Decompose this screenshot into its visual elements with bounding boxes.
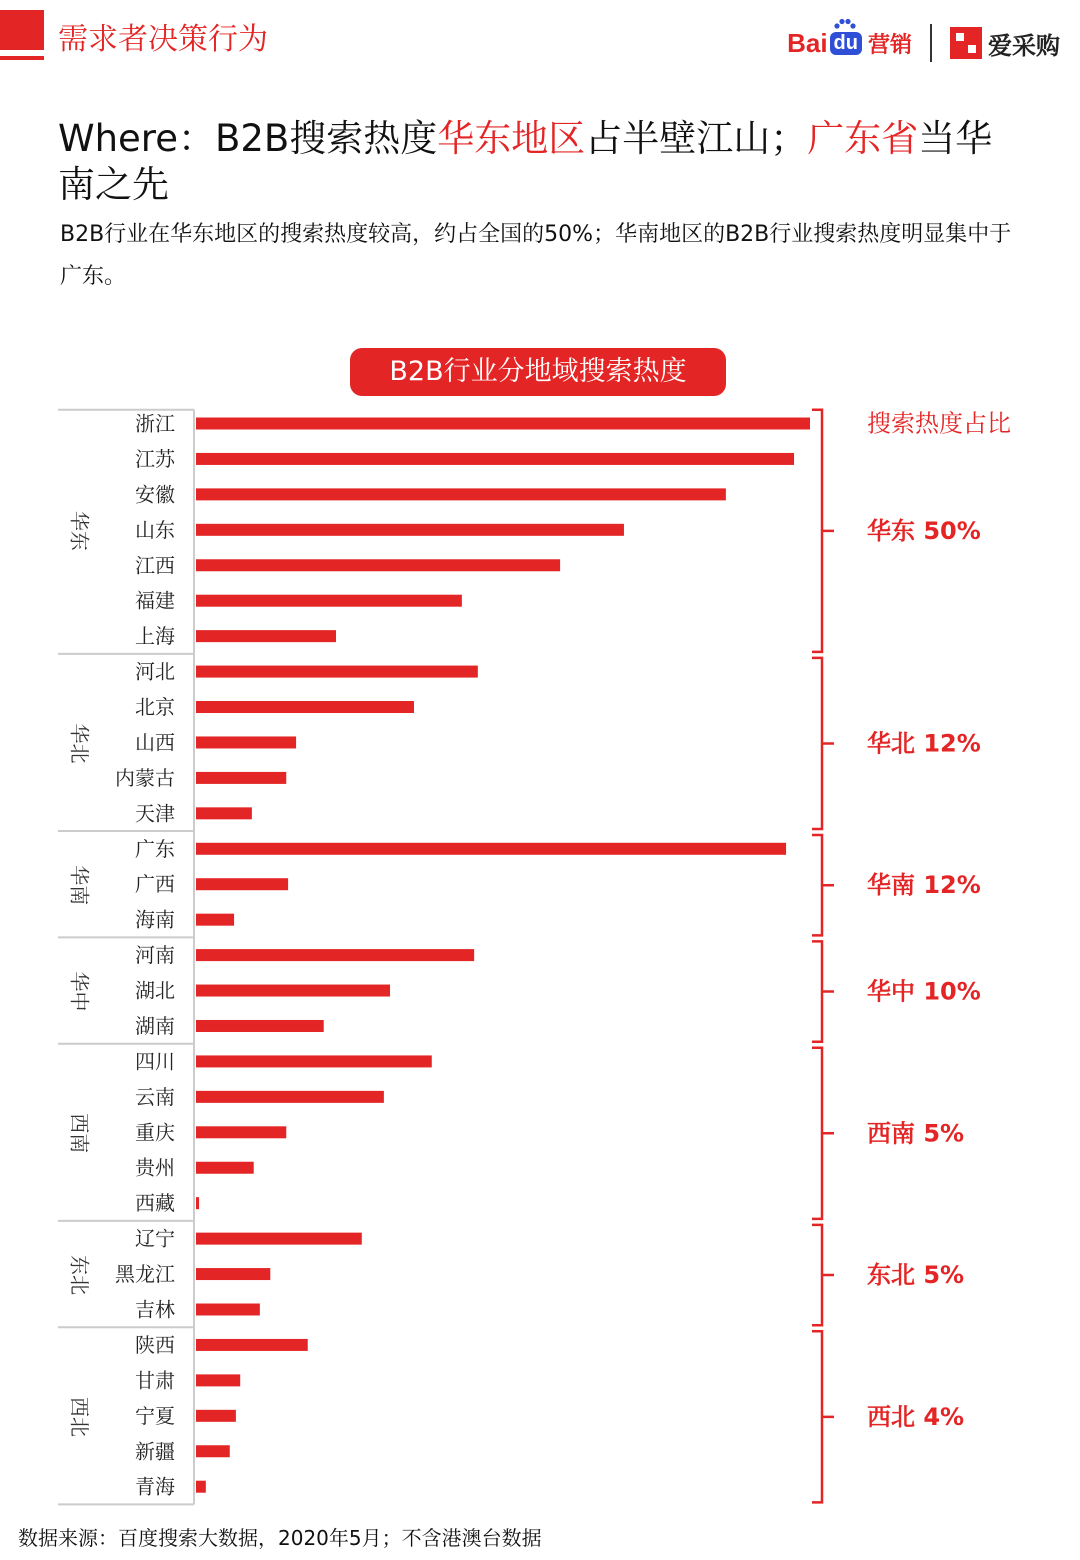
baidu-logo-bai: Bai (787, 27, 828, 58)
bar-吉林 (196, 1304, 260, 1316)
baidu-logo-du: du (830, 32, 862, 55)
province-label: 青海 (135, 1474, 175, 1499)
bar-青海 (196, 1481, 206, 1493)
bar-宁夏 (196, 1410, 236, 1422)
province-label: 北京 (135, 695, 175, 720)
bar-四川 (196, 1055, 432, 1067)
bar-西藏 (196, 1197, 199, 1209)
province-label: 山东 (135, 517, 175, 542)
bar-江苏 (196, 453, 794, 465)
bar-浙江 (196, 418, 810, 430)
bar-广东 (196, 843, 786, 855)
province-label: 宁夏 (135, 1403, 175, 1428)
province-label: 辽宁 (135, 1226, 175, 1251)
province-label: 江西 (135, 553, 175, 578)
headline-part1: Where：B2B搜索热度 (58, 117, 438, 160)
region-label: 东北 (67, 1255, 92, 1296)
region-brace (812, 1331, 834, 1502)
bar-湖南 (196, 1020, 324, 1032)
bar-湖北 (196, 985, 390, 997)
paw-icon (834, 18, 856, 30)
aicaigou-logo-text: 爱采购 (988, 31, 1060, 60)
region-label: 华中 (67, 971, 92, 1012)
page-headline (58, 116, 1018, 208)
bar-河北 (196, 666, 478, 678)
region-brace (812, 1225, 834, 1325)
province-label: 四川 (135, 1049, 175, 1074)
aicaigou-icon (950, 27, 982, 59)
bar-黑龙江 (196, 1268, 270, 1280)
headline-part3: 占半壁江山； (585, 117, 808, 160)
province-label: 广西 (135, 872, 175, 897)
region-label: 西南 (67, 1113, 92, 1154)
chart-title: B2B行业分地域搜索热度 (350, 348, 726, 396)
province-label: 河南 (135, 943, 175, 968)
region-brace (812, 658, 834, 829)
region-share-label: 华南 12% (867, 871, 981, 900)
province-label: 内蒙古 (115, 765, 175, 790)
province-label: 西藏 (135, 1191, 175, 1216)
province-label: 重庆 (135, 1120, 175, 1145)
province-label: 云南 (135, 1084, 175, 1109)
bar-广西 (196, 878, 288, 890)
bar-内蒙古 (196, 772, 286, 784)
province-label: 上海 (135, 624, 175, 649)
province-label: 天津 (135, 801, 175, 826)
region-brace (812, 835, 834, 935)
region-brace (812, 410, 834, 652)
bar-北京 (196, 701, 414, 713)
province-label: 河北 (135, 659, 175, 684)
baidu-logo-yingxiao: 营销 (867, 31, 912, 57)
headline-part5: 当华南之先 (58, 117, 993, 206)
bar-云南 (196, 1091, 384, 1103)
province-label: 山西 (135, 730, 175, 755)
logo-area (787, 18, 1060, 68)
province-label: 湖北 (135, 978, 175, 1003)
province-label: 浙江 (135, 411, 175, 436)
province-label: 甘肃 (135, 1368, 175, 1393)
region-share-label: 华北 12% (867, 729, 981, 758)
region-brace (812, 941, 834, 1041)
region-label: 华北 (67, 723, 92, 764)
region-brace (812, 1048, 834, 1219)
province-label: 海南 (135, 907, 175, 932)
headline-highlight-guangdong: 广东省 (807, 117, 919, 160)
section-marker-underline (0, 56, 44, 60)
bar-江西 (196, 559, 560, 571)
province-label: 黑龙江 (115, 1262, 175, 1287)
bar-山西 (196, 736, 296, 748)
baidu-marketing-logo (787, 28, 912, 59)
bar-天津 (196, 807, 252, 819)
bar-重庆 (196, 1126, 286, 1138)
bar-贵州 (196, 1162, 254, 1174)
region-share-label: 华中 10% (867, 977, 981, 1006)
region-bar-chart (0, 400, 1080, 1515)
headline-highlight-east: 华东地区 (437, 117, 586, 160)
page-subtext: B2B行业在华东地区的搜索热度较高，约占全国的50%；华南地区的B2B行业搜索热度明显集中于广东。 (60, 222, 1012, 289)
section-label: 需求者决策行为 (58, 22, 268, 57)
region-label: 西北 (67, 1396, 92, 1437)
bar-安徽 (196, 488, 726, 500)
bar-河南 (196, 949, 474, 961)
province-label: 贵州 (135, 1155, 175, 1180)
aicaigou-logo (950, 26, 1060, 61)
bar-陕西 (196, 1339, 308, 1351)
province-label: 新疆 (135, 1439, 175, 1464)
province-label: 江苏 (135, 446, 175, 471)
bar-海南 (196, 914, 234, 926)
bar-甘肃 (196, 1374, 240, 1386)
province-label: 安徽 (135, 482, 175, 507)
section-marker (0, 10, 44, 50)
bar-辽宁 (196, 1233, 362, 1245)
province-label: 广东 (135, 836, 175, 861)
logo-divider (930, 24, 932, 62)
bar-山东 (196, 524, 624, 536)
bar-上海 (196, 630, 336, 642)
region-share-label: 西南 5% (867, 1119, 965, 1148)
bar-福建 (196, 595, 462, 607)
bar-新疆 (196, 1445, 230, 1457)
region-share-label: 华东 50% (867, 516, 981, 545)
region-share-label: 东北 5% (867, 1261, 965, 1290)
province-label: 湖南 (135, 1013, 175, 1038)
region-label: 华东 (67, 510, 92, 551)
data-source: 数据来源：百度搜索大数据，2020年5月；不含港澳台数据 (18, 1526, 542, 1550)
province-label: 福建 (135, 588, 175, 613)
province-label: 吉林 (135, 1297, 175, 1322)
share-heading: 搜索热度占比 (867, 409, 1011, 438)
province-label: 陕西 (135, 1332, 175, 1357)
region-label: 华南 (67, 865, 92, 906)
region-share-label: 西北 4% (867, 1402, 965, 1431)
